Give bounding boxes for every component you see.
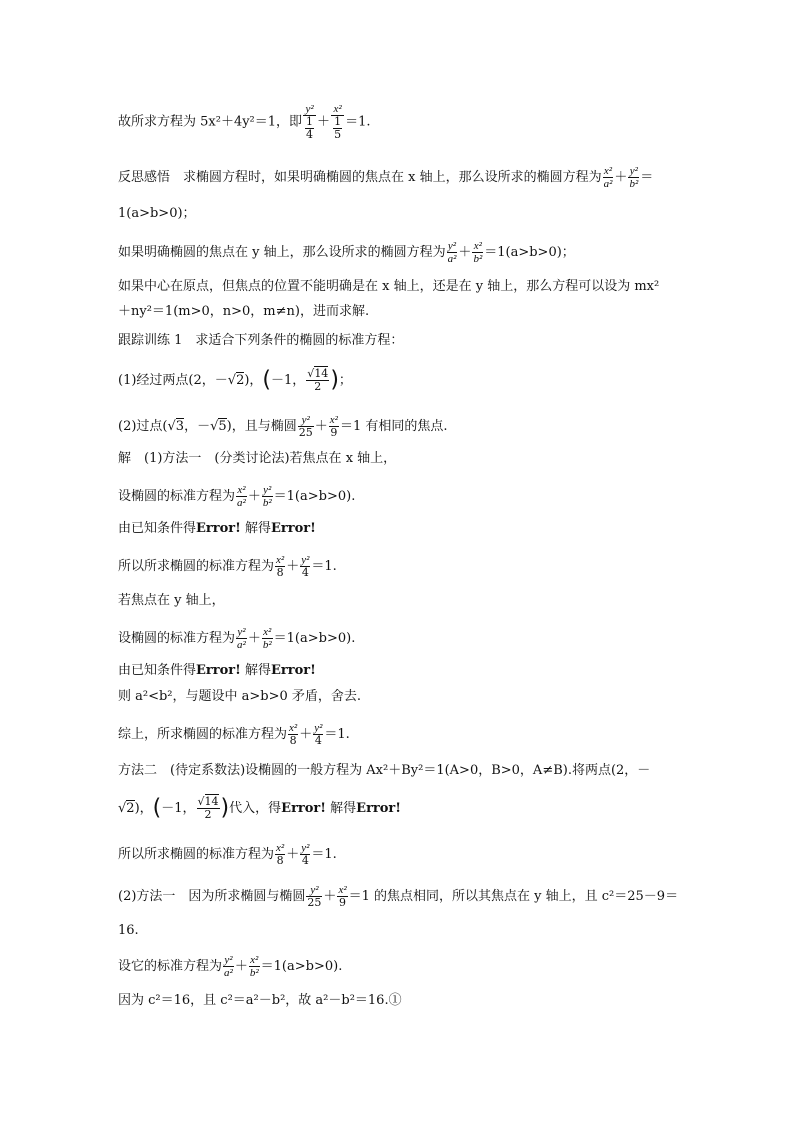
fraction: $\frac{\text{x²}}{\text{b²}}$ bbox=[473, 240, 483, 265]
fraction: $\frac{\text{x²}}{\text{b²}}$ bbox=[262, 626, 272, 651]
fraction: $\frac{\text{x²}}{9}$ bbox=[329, 414, 338, 439]
fraction: $\frac{\text{y²}}{4}$ bbox=[301, 554, 310, 579]
solution-step: 由已知条件得Error! 解得Error! bbox=[118, 521, 316, 536]
fraction: $\frac{\text{x²}}{\frac{1}{5}}$ bbox=[331, 103, 344, 141]
fraction: $\frac{√14}{2}$ bbox=[307, 367, 329, 393]
exercise-heading: 跟踪训练 1 求适合下列条件的椭圆的标准方程： bbox=[118, 333, 404, 348]
fraction: $\frac{\text{y²}}{\text{b²}}$ bbox=[262, 484, 272, 509]
method-two-cont: √2)，(－1， $\frac{√14}{2}$ )代入，得Error! 解得Error! bbox=[118, 795, 401, 821]
solution-step: 则 a²<b²，与题设中 a>b>0 矛盾，舍去. bbox=[118, 689, 362, 704]
solution-step: 设椭圆的标准方程为 $\frac{\text{y²}}{\text{a²}}$ ＋ $\frac{\text{x²}}{\text{b²}}$ ＝1(a>b>0). bbox=[118, 626, 356, 651]
fraction: $\frac{\text{y²}}{\text{a²}}$ bbox=[237, 626, 246, 651]
reflection-general: 如果中心在原点，但焦点的位置不能明确是在 x 轴上，还是在 y 轴上，那么方程可以设为 mx² bbox=[118, 279, 660, 294]
solution-step: 若焦点在 y 轴上， bbox=[118, 593, 225, 608]
fraction: $\frac{\text{y²}}{\text{a²}}$ bbox=[447, 240, 457, 265]
fraction: $\frac{\text{y²}}{\text{a²}}$ bbox=[224, 954, 233, 979]
exercise-part-1: (1)经过两点(2，－√2)，(－1， $\frac{√14}{2}$ )； bbox=[118, 367, 352, 393]
solution-step: 由已知条件得Error! 解得Error! bbox=[118, 663, 316, 678]
part-two-method-one: (2)方法一 因为所求椭圆与椭圆 $\frac{\text{y²}}{25}$ ＋ $\frac{\text{x²}}{9}$ ＝1 的焦点相同，所以其焦点在 y 轴上，且 c²＝25－9＝ bbox=[118, 884, 679, 909]
method-two: 方法二 (待定系数法)设椭圆的一般方程为 Ax²＋By²＝1(A>0，B>0，A≠B).将两点(2，－ bbox=[118, 763, 651, 778]
exercise-part-2: (2)过点(√3，－√5)，且与椭圆 $\frac{\text{y²}}{25}$ ＋ $\frac{\text{x²}}{9}$ ＝1 有相同的焦点. bbox=[118, 414, 448, 439]
fraction: $\frac{\text{x²}}{9}$ bbox=[338, 884, 347, 909]
fraction: $\frac{\text{x²}}{8}$ bbox=[276, 554, 285, 579]
solution-step: 所以所求椭圆的标准方程为 $\frac{\text{x²}}{8}$ ＋ $\frac{\text{y²}}{4}$ ＝1. bbox=[118, 842, 337, 867]
conclusion-line: 故所求方程为 5x²＋4y²＝1，即 $\frac{\text{y²}}{\frac{1}{4}}$ ＋ $\frac{\text{x²}}{\frac{1}{5}}$ ＝1. bbox=[118, 103, 371, 141]
fraction: $\frac{√14}{2}$ bbox=[197, 795, 219, 821]
fraction: $\frac{\text{y²}}{4}$ bbox=[301, 842, 310, 867]
reflection-line: 反思感悟 求椭圆方程时，如果明确椭圆的焦点在 x 轴上，那么设所求的椭圆方程为 $\frac{\text{x²}}{\text{a²}}$ ＋ $\frac{\text{y²}}{\text{b²}}$ ＝ bbox=[118, 165, 654, 190]
solution-heading: 解 (1)方法一 (分类讨论法)若焦点在 x 轴上， bbox=[118, 451, 397, 466]
reflection-line-cont: 1(a>b>0)； bbox=[118, 206, 196, 221]
fraction: $\frac{\text{x²}}{8}$ bbox=[276, 842, 285, 867]
fraction: $\frac{\text{y²}}{25}$ bbox=[307, 884, 322, 909]
fraction: $\frac{\text{y²}}{25}$ bbox=[298, 414, 313, 439]
reflection-y-axis: 如果明确椭圆的焦点在 y 轴上，那么设所求的椭圆方程为 $\frac{\text{y²}}{\text{a²}}$ ＋ $\frac{\text{x²}}{\text{b²}}$ ＝1(a>b>0)； bbox=[118, 240, 575, 265]
solution-step: 因为 c²＝16，且 c²＝a²－b²，故 a²－b²＝16.① bbox=[118, 993, 402, 1008]
solution-step: 设椭圆的标准方程为 $\frac{\text{x²}}{\text{a²}}$ ＋ $\frac{\text{y²}}{\text{b²}}$ ＝1(a>b>0). bbox=[118, 484, 356, 509]
fraction: $\frac{\text{x²}}{\text{a²}}$ bbox=[603, 165, 613, 190]
fraction: $\frac{\text{x²}}{\text{a²}}$ bbox=[237, 484, 246, 509]
solution-step: 16. bbox=[118, 923, 139, 938]
solution-step: 所以所求椭圆的标准方程为 $\frac{\text{x²}}{8}$ ＋ $\frac{\text{y²}}{4}$ ＝1. bbox=[118, 554, 337, 579]
solution-step: 综上，所求椭圆的标准方程为 $\frac{\text{x²}}{8}$ ＋ $\frac{\text{y²}}{4}$ ＝1. bbox=[118, 722, 350, 747]
fraction: $\frac{\text{x²}}{\text{b²}}$ bbox=[249, 954, 259, 979]
fraction: $\frac{\text{y²}}{\text{b²}}$ bbox=[629, 165, 639, 190]
solution-step: 设它的标准方程为 $\frac{\text{y²}}{\text{a²}}$ ＋ $\frac{\text{x²}}{\text{b²}}$ ＝1(a>b>0). bbox=[118, 954, 343, 979]
fraction: $\frac{\text{y²}}{\frac{1}{4}}$ bbox=[303, 103, 316, 141]
reflection-general-cont: ＋ny²＝1(m>0，n>0，m≠n)，进而求解. bbox=[118, 304, 370, 319]
fraction: $\frac{\text{x²}}{8}$ bbox=[289, 722, 298, 747]
text: 故所求方程为 5x²＋4y²＝1，即 bbox=[118, 114, 303, 130]
fraction: $\frac{\text{y²}}{4}$ bbox=[314, 722, 323, 747]
